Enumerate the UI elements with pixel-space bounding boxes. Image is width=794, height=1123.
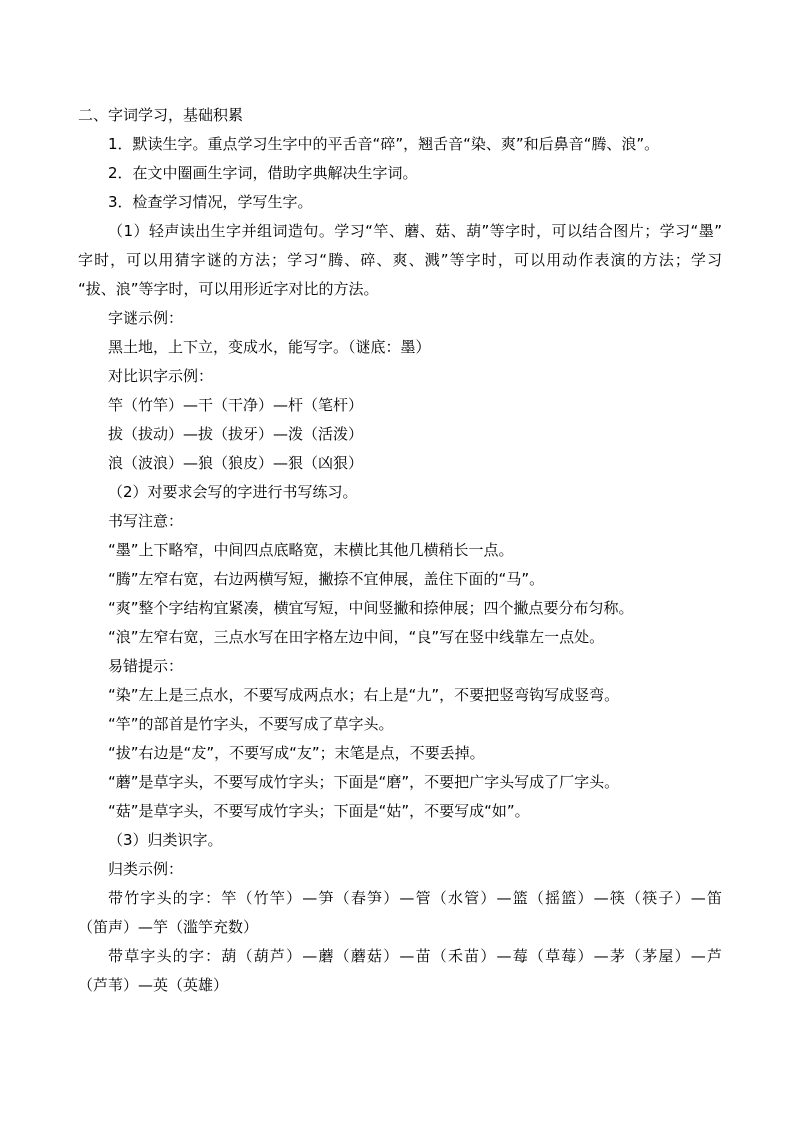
categorize-heading: （3）归类识字。 xyxy=(108,831,223,849)
error-tip-5: “菇”是草字头，不要写成竹字头；下面是“姑”，不要写成“如”。 xyxy=(108,802,530,820)
paragraph-1-line-2: 字时，可以用猜字谜的方法；学习“腾、碎、爽、溅”等字时，可以用动作表演的方法；学习 xyxy=(78,251,722,269)
error-tip-1: “染”左上是三点水，不要写成两点水；右上是“九”，不要把竖弯钩写成竖弯。 xyxy=(108,686,620,704)
step-3: 3．检查学习情况，学写生字。 xyxy=(108,193,313,211)
paragraph-1-line-3: “拔、浪”等字时，可以用形近字对比的方法。 xyxy=(78,280,379,298)
document-body xyxy=(78,101,722,1000)
bamboo-radical-line-1: 带竹字头的字：竿（竹竿）—笋（春笋）—管（水管）—篮（摇篮）—筷（筷子）—笛 xyxy=(108,889,722,907)
riddle-heading: 字谜示例： xyxy=(108,309,184,327)
step-1: 1．默读生字。重点学习生字中的平舌音“碎”，翘舌音“染、爽”和后鼻音“腾、浪”。 xyxy=(108,135,660,153)
writing-note-2: “腾”左窄右宽，右边两横写短，撇捺不宜伸展，盖住下面的“马”。 xyxy=(108,570,545,588)
error-tip-3: “拔”右边是“犮”，不要写成“友”；末笔是点，不要丢掉。 xyxy=(108,744,485,762)
error-tip-2: “竿”的部首是竹字头，不要写成了草字头。 xyxy=(108,715,394,733)
comparison-row-3: 浪（波浪）—狼（狼皮）—狠（凶狠） xyxy=(108,454,364,472)
writing-practice: （2）对要求会写的字进行书写练习。 xyxy=(108,483,358,501)
writing-notes-heading: 书写注意： xyxy=(108,512,184,530)
writing-note-4: “浪”左窄右宽，三点水写在田字格左边中间，“良”写在竖中线靠左一点处。 xyxy=(108,628,605,646)
categorize-example-heading: 归类示例： xyxy=(108,860,184,878)
paragraph-1-line-1: （1）轻声读出生字并组词造句。学习“竿、蘑、菇、葫”等字时，可以结合图片；学习“墨” xyxy=(108,222,722,240)
riddle-text: 黑土地，上下立，变成水，能写字。（谜底：墨） xyxy=(108,338,431,356)
comparison-row-2: 拔（拔动）—拔（拔牙）—泼（活泼） xyxy=(108,425,364,443)
error-tip-4: “蘑”是草字头，不要写成竹字头；下面是“磨”，不要把广字头写成了厂字头。 xyxy=(108,773,620,791)
step-2: 2．在文中圈画生字词，借助字典解决生字词。 xyxy=(108,164,418,182)
writing-note-1: “墨”上下略窄，中间四点底略宽，末横比其他几横稍长一点。 xyxy=(108,541,514,559)
writing-note-3: “爽”整个字结构宜紧凑，横宜写短，中间竖撇和捺伸展；四个撇点要分布匀称。 xyxy=(108,599,634,617)
section-heading: 二、字词学习，基础积累 xyxy=(78,106,244,124)
comparison-row-1: 竿（竹竿）—干（干净）—杆（笔杆） xyxy=(108,396,364,414)
error-tips-heading: 易错提示： xyxy=(108,657,184,675)
bamboo-radical-line-2: （笛声）—竽（滥竽充数） xyxy=(78,918,259,936)
comparison-heading: 对比识字示例： xyxy=(108,367,214,385)
grass-radical-line-2: （芦苇）—英（英雄） xyxy=(78,976,229,994)
grass-radical-line-1: 带草字头的字：葫（葫芦）—蘑（蘑菇）—苗（禾苗）—莓（草莓）—茅（茅屋）—芦 xyxy=(108,947,722,965)
